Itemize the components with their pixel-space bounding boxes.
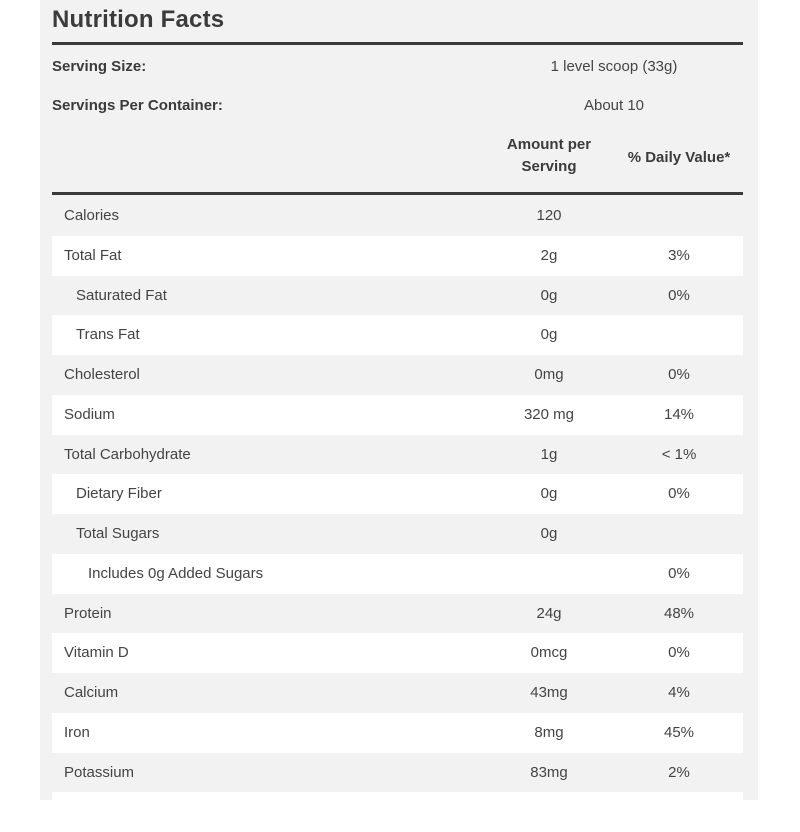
nutrient-daily-value: 48% bbox=[663, 604, 695, 622]
nutrient-amount: 43mg bbox=[530, 684, 568, 701]
nutrient-amount: 0mcg bbox=[530, 644, 568, 662]
serving-size-label: Serving Size: bbox=[52, 58, 147, 75]
nutrient-daily-value: 2% bbox=[668, 763, 690, 781]
nutrient-name: Saturated Fat bbox=[76, 286, 167, 304]
nutrient-amount: 24g bbox=[536, 604, 562, 622]
nutrient-row bbox=[52, 514, 743, 554]
nutrient-daily-value: 0% bbox=[668, 366, 690, 383]
nutrient-name: Total Carbohydrate bbox=[64, 445, 191, 463]
nutrient-daily-value: 14% bbox=[663, 405, 695, 423]
nutrient-row bbox=[52, 236, 743, 276]
nutrient-row bbox=[52, 474, 743, 514]
nutrient-name: Includes 0g Added Sugars bbox=[88, 564, 264, 582]
nutrient-row bbox=[52, 554, 743, 594]
nutrient-name: Calories bbox=[64, 207, 120, 224]
nutrient-name: Vitamin D bbox=[64, 644, 129, 662]
nutrient-name: Potassium bbox=[64, 763, 135, 781]
nutrition-facts-panel bbox=[40, 0, 758, 800]
daily-value-header: % Daily Value* bbox=[627, 149, 731, 166]
nutrient-row bbox=[52, 594, 743, 634]
nutrient-row bbox=[52, 196, 743, 236]
nutrient-row bbox=[52, 633, 743, 673]
header-divider bbox=[52, 192, 743, 195]
nutrient-daily-value: 0% bbox=[668, 485, 690, 503]
nutrient-daily-value: 4% bbox=[668, 684, 690, 701]
nutrient-daily-value: 0% bbox=[668, 644, 690, 662]
nutrient-name: Trans Fat bbox=[76, 326, 140, 344]
nutrient-amount: 0g bbox=[540, 525, 558, 542]
nutrient-amount: 320 mg bbox=[523, 405, 575, 423]
nutrient-daily-value: 0% bbox=[668, 564, 690, 582]
nutrient-daily-value: 45% bbox=[663, 723, 695, 741]
nutrient-amount: 83mg bbox=[530, 763, 568, 781]
nutrient-daily-value: < 1% bbox=[661, 445, 697, 463]
nutrient-row bbox=[52, 315, 743, 355]
nutrition-facts-title: Nutrition Facts bbox=[52, 6, 225, 33]
servings-per-container-label: Servings Per Container: bbox=[52, 97, 223, 114]
nutrient-amount: 0mg bbox=[534, 366, 564, 383]
amount-per-serving-header bbox=[489, 134, 609, 178]
nutrient-name: Calcium bbox=[64, 684, 119, 701]
nutrient-amount: 0g bbox=[540, 286, 558, 304]
nutrient-name: Dietary Fiber bbox=[76, 485, 162, 503]
nutrient-amount: 120 bbox=[536, 207, 562, 224]
servings-per-container-value: About 10 bbox=[583, 97, 645, 114]
nutrient-row bbox=[52, 753, 743, 793]
amount-header-line1: Amount per bbox=[506, 136, 592, 153]
amount-header-line2: Serving bbox=[521, 158, 577, 175]
nutrient-row bbox=[52, 713, 743, 753]
nutrient-daily-value: 0% bbox=[668, 286, 690, 304]
nutrient-table bbox=[52, 196, 743, 832]
nutrient-amount: 0g bbox=[540, 326, 558, 344]
nutrient-name: Sodium bbox=[64, 405, 115, 423]
nutrient-name: Protein bbox=[64, 604, 112, 622]
nutrient-name: Total Fat bbox=[64, 246, 122, 264]
nutrient-row bbox=[52, 435, 743, 475]
title-divider bbox=[52, 42, 743, 45]
nutrient-name: Cholesterol bbox=[64, 366, 140, 383]
nutrient-row bbox=[52, 792, 743, 832]
nutrient-amount: 0g bbox=[540, 485, 558, 503]
nutrient-row bbox=[52, 355, 743, 395]
nutrient-row bbox=[52, 673, 743, 713]
serving-size-value: 1 level scoop (33g) bbox=[550, 58, 678, 75]
nutrient-name: Total Sugars bbox=[76, 525, 160, 542]
nutrient-daily-value: 3% bbox=[668, 246, 690, 264]
nutrient-name: Iron bbox=[64, 723, 90, 741]
nutrient-amount: 1g bbox=[540, 445, 558, 463]
nutrient-row bbox=[52, 276, 743, 316]
nutrient-amount: 2g bbox=[540, 246, 558, 264]
nutrient-row bbox=[52, 395, 743, 435]
nutrient-amount: 8mg bbox=[534, 723, 564, 741]
